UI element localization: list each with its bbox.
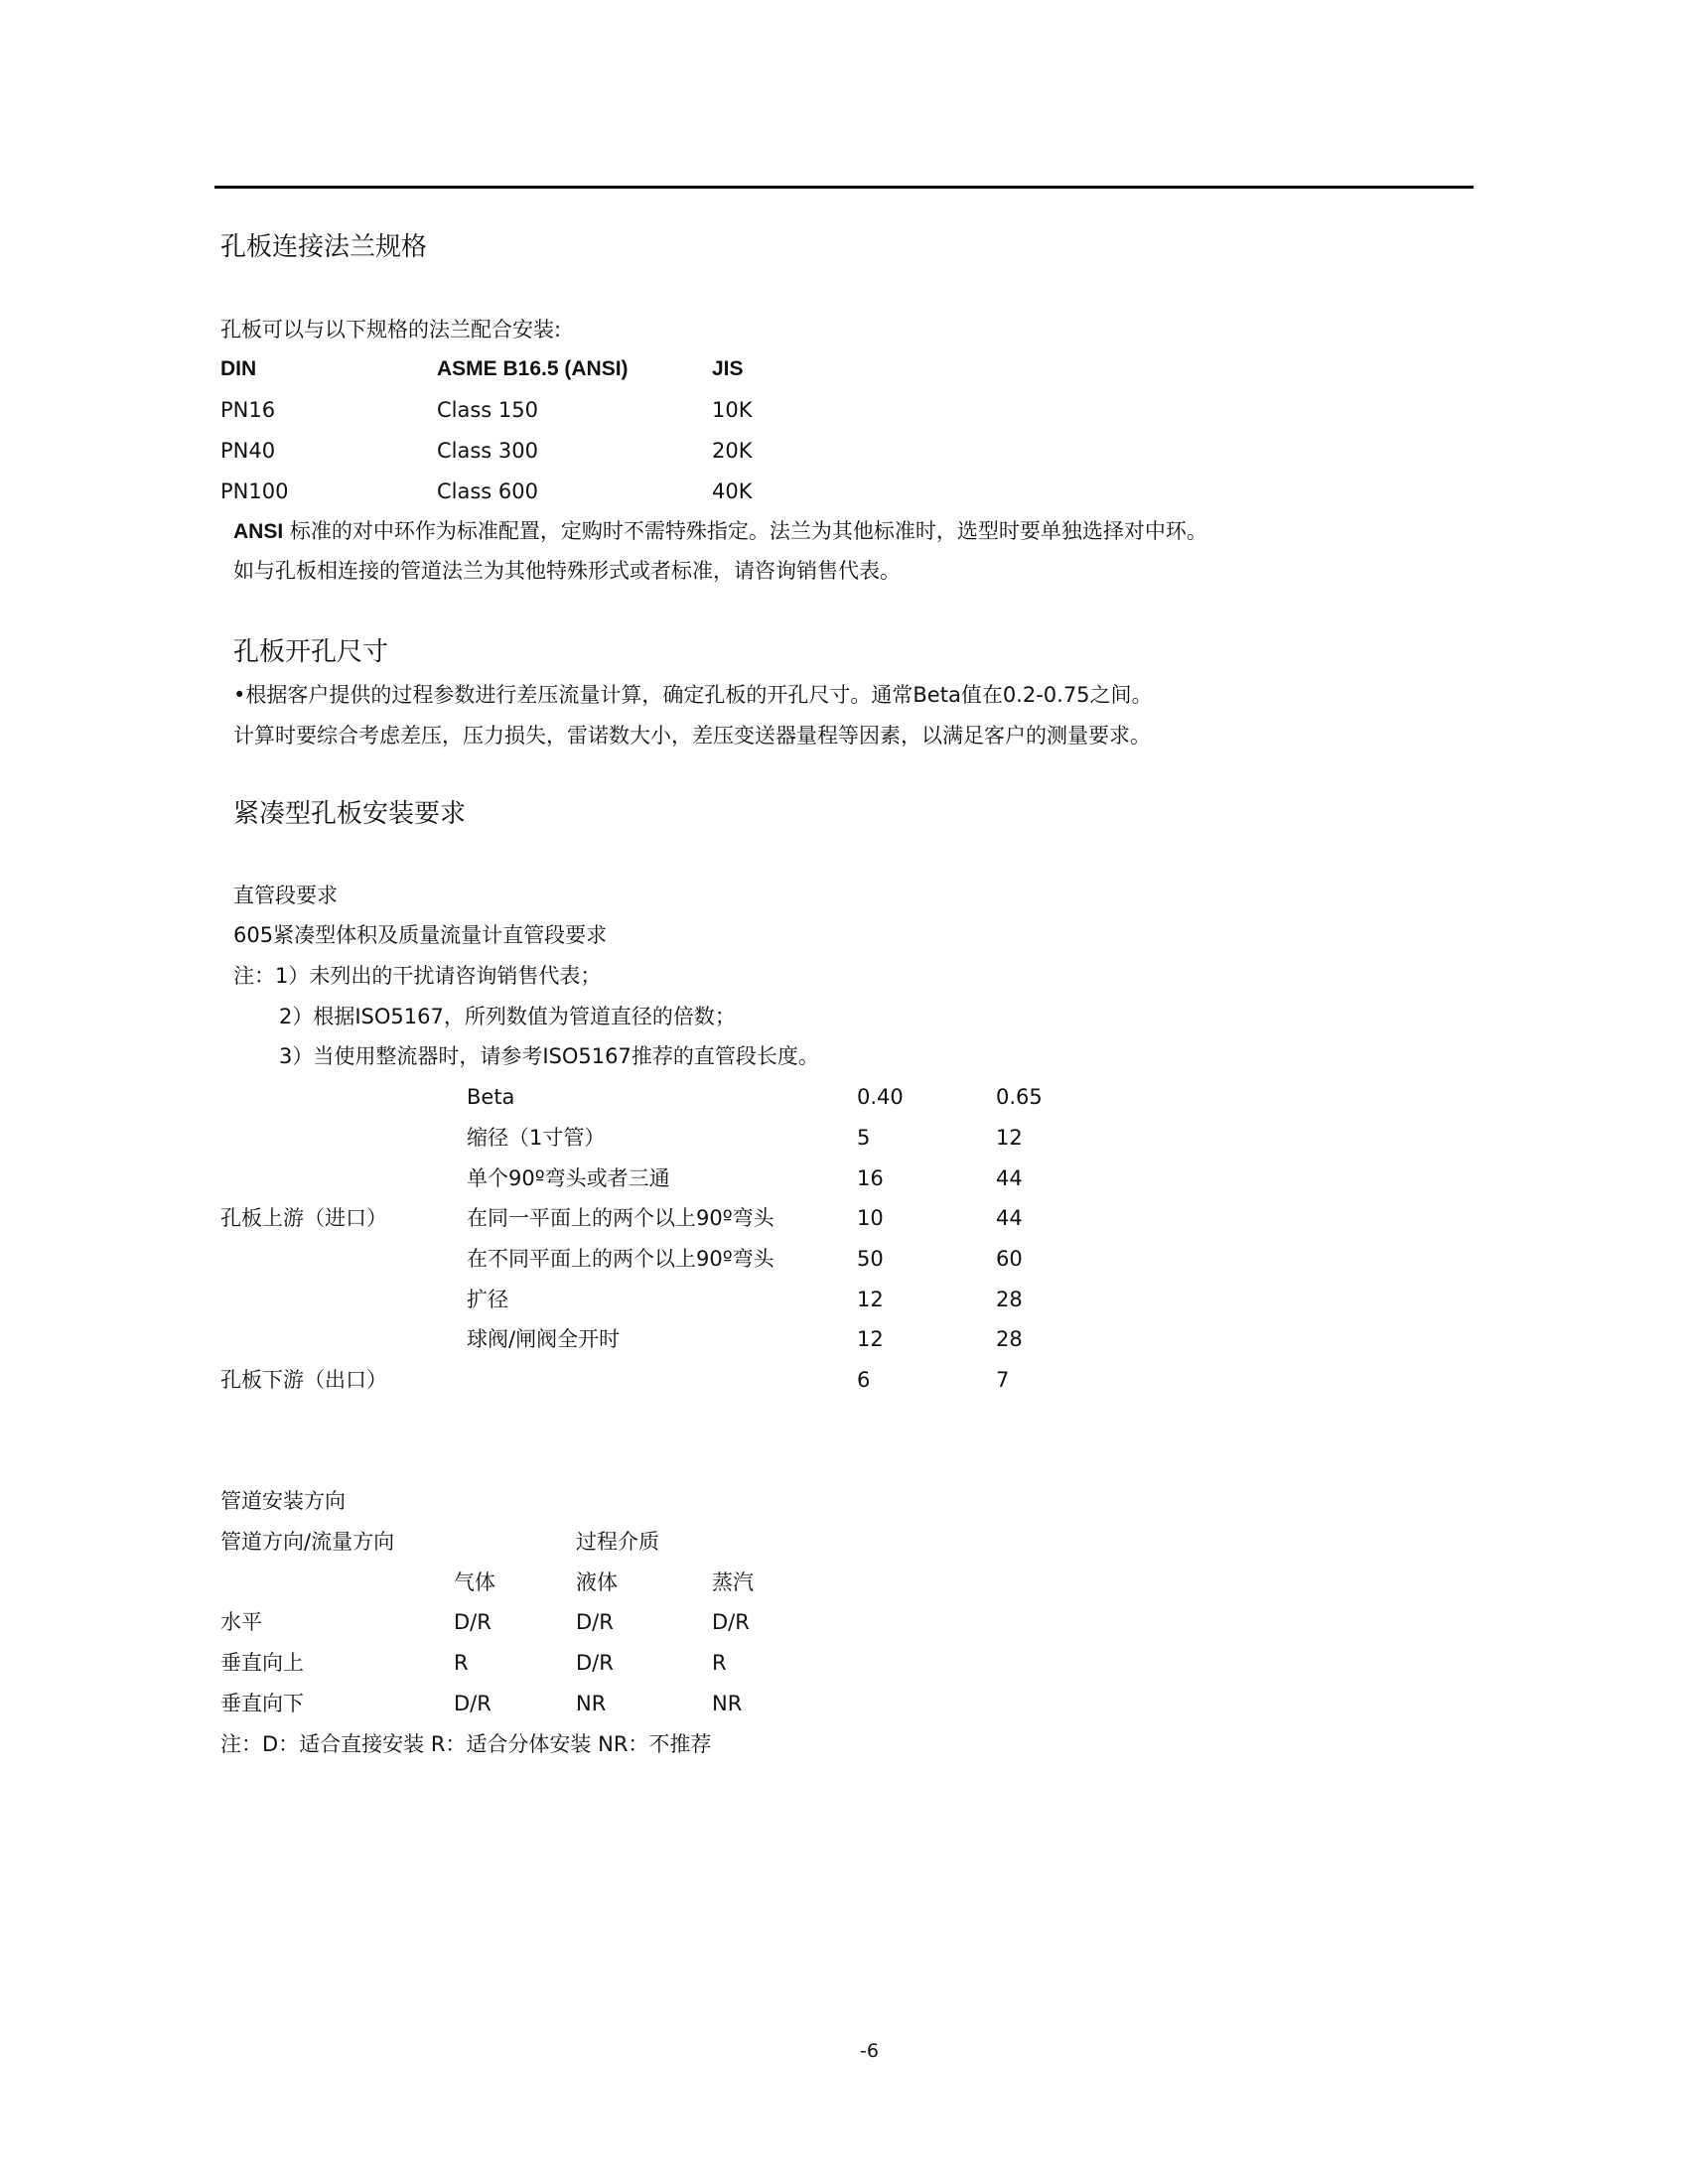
straight-row-v2: 28 [996, 1327, 1023, 1351]
straight-note-3: 3）当使用整流器时，请参考ISO5167推荐的直管段长度。 [279, 1044, 819, 1068]
flange-cell: PN16 [220, 398, 276, 422]
orientation-row-name: 垂直向上 [220, 1651, 304, 1675]
orientation-note: 注：D：适合直接安装 R：适合分体安装 NR：不推荐 [220, 1732, 712, 1756]
flange-header-jis: JIS [712, 357, 744, 380]
flange-cell: 40K [712, 479, 753, 503]
orientation-col: 液体 [576, 1570, 618, 1594]
straight-row-name: 扩径 [467, 1288, 508, 1311]
flange-title: 孔板连接法兰规格 [220, 232, 428, 262]
orientation-header-left: 管道方向/流量方向 [220, 1530, 395, 1554]
orientation-cell: D/R [712, 1610, 750, 1634]
straight-row-v1: 12 [857, 1288, 884, 1311]
header-rule [214, 186, 1474, 189]
flange-note-1 [233, 517, 1207, 546]
bore-line-2: 计算时要综合考虑差压，压力损失，雷诺数大小，差压变送器量程等因素，以满足客户的测量要求。 [233, 724, 1151, 748]
flange-note-1-text: 标准的对中环作为标准配置，定购时不需特殊指定。法兰为其他标准时，选型时要单独选择对中环。 [289, 519, 1207, 543]
straight-subtitle: 605紧凑型体积及质量流量计直管段要求 [233, 923, 608, 947]
bore-title: 孔板开孔尺寸 [233, 637, 389, 667]
straight-row-v2: 60 [996, 1247, 1023, 1271]
straight-row-v2: 44 [996, 1166, 1023, 1190]
downstream-v1: 6 [857, 1368, 871, 1392]
straight-row-v1: 12 [857, 1327, 884, 1351]
straight-row-v1: 16 [857, 1166, 884, 1190]
bore-line-1: •根据客户提供的过程参数进行差压流量计算，确定孔板的开孔尺寸。通常Beta值在0.2-0.75之间。 [233, 683, 1153, 707]
orientation-cell: D/R [576, 1651, 614, 1675]
downstream-v2: 7 [996, 1368, 1010, 1392]
straight-row-name: 在不同平面上的两个以上90º弯头 [467, 1247, 774, 1271]
orientation-row-name: 水平 [220, 1610, 262, 1634]
orientation-cell: R [454, 1651, 469, 1675]
straight-row-name: 球阀/闸阀全开时 [467, 1327, 621, 1351]
flange-cell: Class 300 [437, 439, 539, 463]
upstream-label: 孔板上游（进口） [220, 1206, 387, 1230]
orientation-col: 气体 [454, 1570, 495, 1594]
flange-cell: 10K [712, 398, 753, 422]
straight-row-v2: 0.65 [996, 1085, 1043, 1109]
straight-row-v1: 5 [857, 1126, 871, 1150]
straight-row-v1: 50 [857, 1247, 884, 1271]
straight-row-name: 缩径（1寸管） [467, 1126, 606, 1150]
straight-row-v1: 0.40 [857, 1085, 904, 1109]
flange-header-din: DIN [220, 357, 257, 380]
flange-cell: PN100 [220, 479, 289, 503]
straight-row-name: Beta [467, 1085, 515, 1109]
orientation-cell: NR [712, 1692, 743, 1715]
orientation-cell: D/R [576, 1610, 614, 1634]
install-title: 紧凑型孔板安装要求 [233, 799, 467, 829]
orientation-row-name: 垂直向下 [220, 1692, 304, 1715]
flange-note-2: 如与孔板相连接的管道法兰为其他特殊形式或者标准，请咨询销售代表。 [233, 559, 901, 583]
orientation-cell: NR [576, 1692, 607, 1715]
flange-cell: Class 600 [437, 479, 539, 503]
orientation-cell: R [712, 1651, 727, 1675]
flange-note-ansi: ANSI [233, 520, 284, 543]
flange-cell: 20K [712, 439, 753, 463]
flange-intro: 孔板可以与以下规格的法兰配合安装: [220, 318, 562, 341]
straight-row-name: 在同一平面上的两个以上90º弯头 [467, 1206, 774, 1230]
straight-title: 直管段要求 [233, 884, 338, 907]
flange-cell: PN40 [220, 439, 276, 463]
straight-note-2: 2）根据ISO5167，所列数值为管道直径的倍数； [279, 1005, 736, 1028]
orientation-header-medium: 过程介质 [576, 1530, 659, 1554]
downstream-label: 孔板下游（出口） [220, 1368, 387, 1392]
page-number: -6 [860, 2040, 879, 2062]
straight-note-1: 注：1）未列出的干扰请咨询销售代表； [233, 964, 602, 988]
orientation-col: 蒸汽 [712, 1570, 754, 1594]
orientation-cell: D/R [454, 1692, 492, 1715]
flange-header-ansi: ASME B16.5 (ANSI) [437, 357, 629, 380]
straight-row-v2: 28 [996, 1288, 1023, 1311]
straight-row-name: 单个90º弯头或者三通 [467, 1166, 670, 1190]
orientation-cell: D/R [454, 1610, 492, 1634]
straight-row-v1: 10 [857, 1206, 884, 1230]
flange-cell: Class 150 [437, 398, 539, 422]
straight-row-v2: 44 [996, 1206, 1023, 1230]
straight-row-v2: 12 [996, 1126, 1023, 1150]
orientation-title: 管道安装方向 [220, 1489, 346, 1513]
